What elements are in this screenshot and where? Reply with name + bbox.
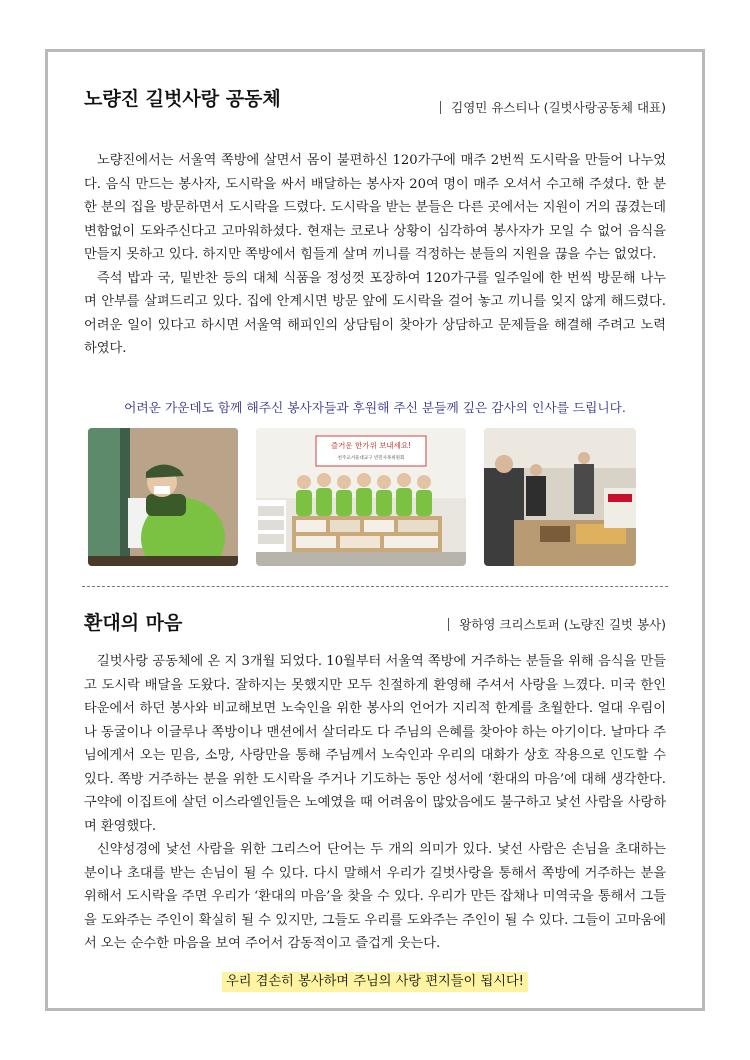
byline-text: 김영민 유스티나 (길벗사랑공동체 대표) — [451, 100, 666, 115]
byline-divider — [448, 618, 449, 631]
photo-group-volunteers — [256, 428, 466, 566]
paragraph: 즉석 밥과 국, 밑반찬 등의 대체 식품을 정성껏 포장하여 120가구를 일주일에 한 번씩 방문해 나누며 안부를 살펴드리고 있다. 집에 안계시면 방문 앞에 도시락을 걸어 놓고 끼니를 잊지 않게 해드렸다. 어려운 일이 있다고 하시면 서울역 해피인의 상담팀이 찾아가 상담하고 문제들을 해결해 주려고 노력하였다. — [84, 270, 666, 356]
page-frame — [45, 49, 705, 1011]
paragraph: 길벗사랑 공동체에 온 지 3개월 되었다. 10월부터 서울역 쪽방에 거주하는 분들을 위해 음식을 만들고 도시락 배달을 도왔다. 잘하지는 못했지만 모두 친절하게 환영해 주셔서 사랑을 느꼈다. 미국 한인타운에서 하던 봉사와 비교해보면 노숙인을 위한 봉사의 언어가 지리적 한계를 초월한다. 얼대 우림이나 동굴이나 이글루나 쪽방이나 맨션에서 살더라도 다 주님의 은혜를 찾아야 하는 아기이다. 날마다 주님에게서 오는 믿음, 소망, 사랑만을 통해 주님께서 노숙인과 우리의 대화가 상호 작용으로 인도할 수 있다. 쪽방 거주하는 분을 위한 도시락을 주거나 기도하는 동안 성서에 ‘환대의 마음’에 대해 생각한다. 구약에 이집트에 살던 이스라엘인들은 노예였을 때 어려움이 많았음에도 불구하고 낯선 사람을 사랑하며 환영했다. — [84, 654, 666, 834]
banner-subtext: 천주교서울대교구 빈민사목위원회 — [337, 456, 405, 461]
paragraph: 노량진에서는 서울역 쪽방에 살면서 몸이 불편하신 120가구에 매주 2번씩 도시락을 만들어 나누었다. 음식 만드는 봉사자, 도시락을 싸서 배달하는 봉사자 20여 명이 매주 오셔서 수고해 주셨다. 한 분 한 분의 집을 방문하면서 도시락을 드렸다. 도시락을 받는 분들은 다른 곳에서는 지원이 거의 끊겼는데 변함없이 도와주신다고 고마워하셨다. 현재는 코로나 상황이 심각하여 봉사자가 모일 수 없어 음식을 만들지 못하고 있다. 하지만 쪽방에서 힘들게 살며 끼니를 걱정하는 분들의 지원을 끊을 수는 없었다. — [84, 153, 666, 262]
photo-strip — [84, 428, 666, 566]
thanks-highlight: 어려운 가운데도 함께 해주신 봉사자들과 후원해 주신 분들께 깊은 감사의 인사를 드립니다. — [124, 400, 626, 415]
closing-message — [84, 970, 666, 992]
section-divider — [82, 586, 668, 587]
byline-text: 왕하영 크리스토퍼 (노량진 길벗 봉사) — [459, 617, 666, 632]
article-body — [84, 149, 666, 361]
article-byline — [440, 98, 666, 116]
photo-volunteer-delivery — [88, 428, 238, 566]
paragraph: 신약성경에 낯선 사람을 위한 그리스어 단어는 두 개의 의미가 있다. 낯선 사람은 손님을 초대하는 분이나 초대를 받는 손님이 될 수 있다. 다시 말해서 우리가 길벗사랑을 통해서 쪽방에 거주하는 분을 위해서 도시락을 주면 우리가 ‘환대의 마음’을 찾을 수 있다. 우리가 만든 잡채나 미역국을 통해서 그들을 도와주는 주인이 확실히 될 수 있지만, 그들도 우리를 도와주는 주인이 될 수 있다. 그들이 고마움에서 오는 순수한 마음을 보여 주어서 감동적이고 즐겁게 웃는다. — [84, 842, 666, 951]
closing-text: 우리 겸손히 봉사하며 주님의 사랑 편지들이 됩시다! — [222, 972, 528, 992]
banner-text: 즐거운 한가위 보내세요! — [330, 441, 412, 450]
photo-packing-meals — [484, 428, 636, 566]
article-byline — [448, 615, 666, 633]
byline-divider — [440, 101, 441, 114]
article-title: 노량진 길벗사랑 공동체 — [84, 88, 281, 110]
article-title: 환대의 마음 — [84, 612, 183, 634]
article-body — [84, 650, 666, 956]
